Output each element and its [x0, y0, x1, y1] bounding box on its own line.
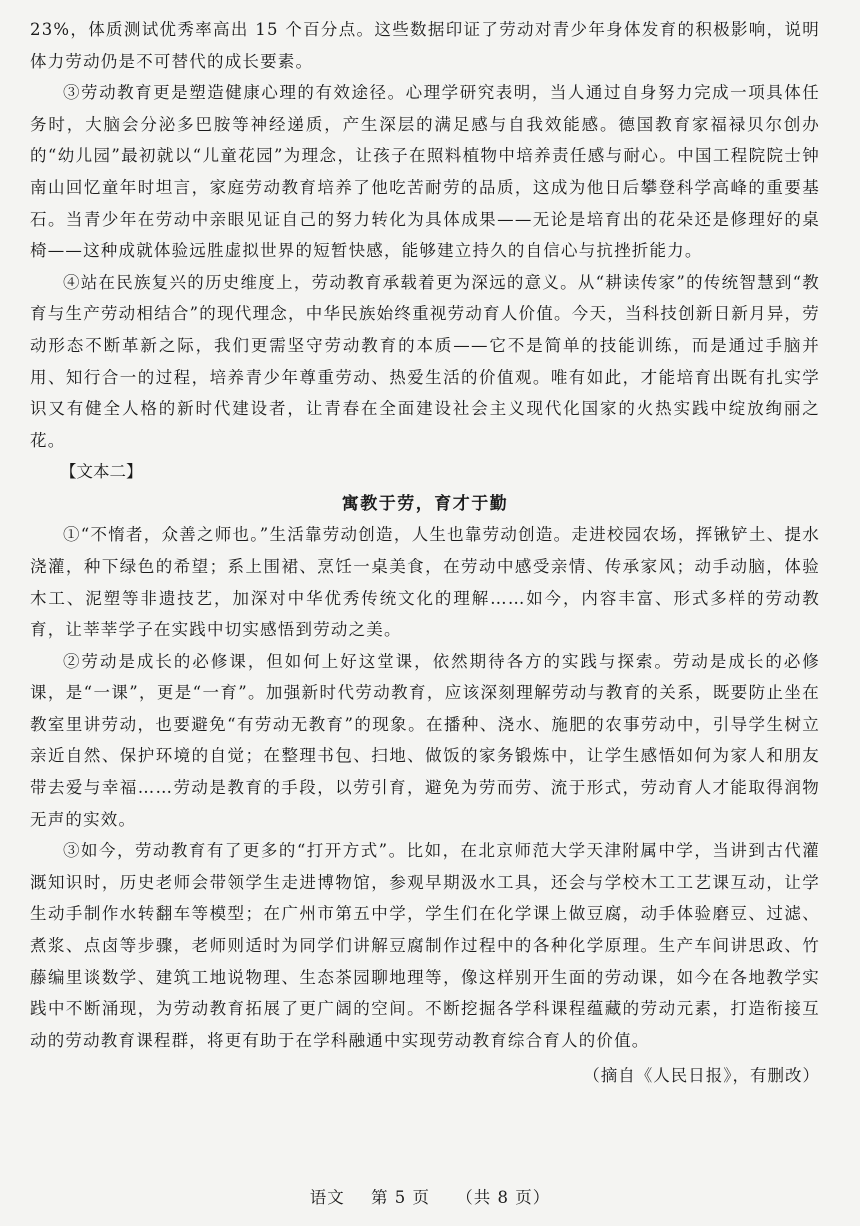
text1-paragraph-3: ③劳动教育更是塑造健康心理的有效途径。心理学研究表明，当人通过自身努力完成一项具体任务时，大脑会分泌多巴胺等神经递质，产生深层的满足感与自我效能感。德国教育家福禄贝尔创办的“幼儿园”最初就以“儿童花园”为理念，让孩子在照料植物中培养责任感与耐心。中国工程院院士钟南山回忆童年时坦言，家庭劳动教育培养了他吃苦耐劳的品质，这成为他日后攀登科学高峰的重要基石。当青少年在劳动中亲眼见证自己的努力转化为具体成果——无论是培育出的花朵还是修理好的桌椅——这种成就体验远胜虚拟世界的短暂快感，能够建立持久的自信心与抗挫折能力。 [30, 83, 820, 261]
page-footer [0, 1184, 860, 1208]
text2-section-label: 【文本二】 [60, 462, 143, 482]
footer-total-pages: （共 8 页） [456, 1188, 551, 1207]
text2-paragraph-2: ②劳动是成长的必修课，但如何上好这堂课，依然期待各方的实践与探索。劳动是成长的必修课，是“一课”，更是“一育”。加强新时代劳动教育，应该深刻理解劳动与教育的关系，既要防止坐在教室里讲劳动，也要避免“有劳动无教育”的现象。在播种、浇水、施肥的农事劳动中，引导学生树立亲近自然、保护环境的自觉；在整理书包、扫地、做饭的家务锻炼中，让学生感悟如何为家人和朋友带去爱与幸福……劳动是教育的手段，以劳引育，避免为劳而劳、流于形式，劳动育人才能取得润物无声的实效。 [30, 651, 820, 829]
text2-article-title: 寓教于劳，育才于勤 [341, 494, 509, 515]
footer-subject: 语文 [309, 1188, 345, 1207]
text2-paragraph-3: ③如今，劳动教育有了更多的“打开方式”。比如，在北京师范大学天津附属中学，当讲到古代灌溉知识时，历史老师会带领学生走进博物馆，参观早期汲水工具，还会与学校木工工艺课互动，让学生动手制作水转翻车等模型；在广州市第五中学，学生们在化学课上做豆腐，动手体验磨豆、过滤、煮浆、点卤等步骤，老师则适时为同学们讲解豆腐制作过程中的各种化学原理。生产车间讲思政、竹藤编里谈数学、建筑工地说物理、生态茶园聊地理等，像这样别开生面的劳动课，如今在各地教学实践中不断涌现，为劳动教育拓展了更广阔的空间。不断挖掘各学科课程蕴藏的劳动元素，打造衔接互动的劳动教育课程群，将更有助于在学科融通中实现劳动教育综合育人的价值。 [30, 841, 820, 1050]
text1-paragraph-4: ④站在民族复兴的历史维度上，劳动教育承载着更为深远的意义。从“耕读传家”的传统智慧到“教育与生产劳动相结合”的现代理念，中华民族始终重视劳动育人价值。今天，当科技创新日新月异，劳动形态不断革新之际，我们更需坚守劳动教育的本质——它不是简单的技能训练，而是通过手脑并用、知行合一的过程，培养青少年尊重劳动、热爱生活的价值观。唯有如此，才能培育出既有扎实学识又有健全人格的新时代建设者，让青春在全面建设社会主义现代化国家的火热实践中绽放绚丽之花。 [30, 272, 820, 450]
text1-continuation-paragraph: 23%，体质测试优秀率高出 15 个百分点。这些数据印证了劳动对青少年身体发育的积极影响，说明体力劳动仍是不可替代的成长要素。 [30, 20, 820, 71]
text2-paragraph-1: ①“不惰者，众善之师也。”生活靠劳动创造，人生也靠劳动创造。走进校园农场，挥锹铲土、提水浇灌，种下绿色的希望；系上围裙、烹饪一桌美食，在劳动中感受亲情、传承家风；动手动脑，体验木工、泥塑等非遗技艺，加深对中华优秀传统文化的理解……如今，内容丰富、形式多样的劳动教育，让莘莘学子在实践中切实感悟到劳动之美。 [30, 525, 820, 640]
footer-page-number: 第 5 页 [371, 1188, 430, 1207]
source-citation: （摘自《人民日报》，有删改） [583, 1066, 820, 1086]
